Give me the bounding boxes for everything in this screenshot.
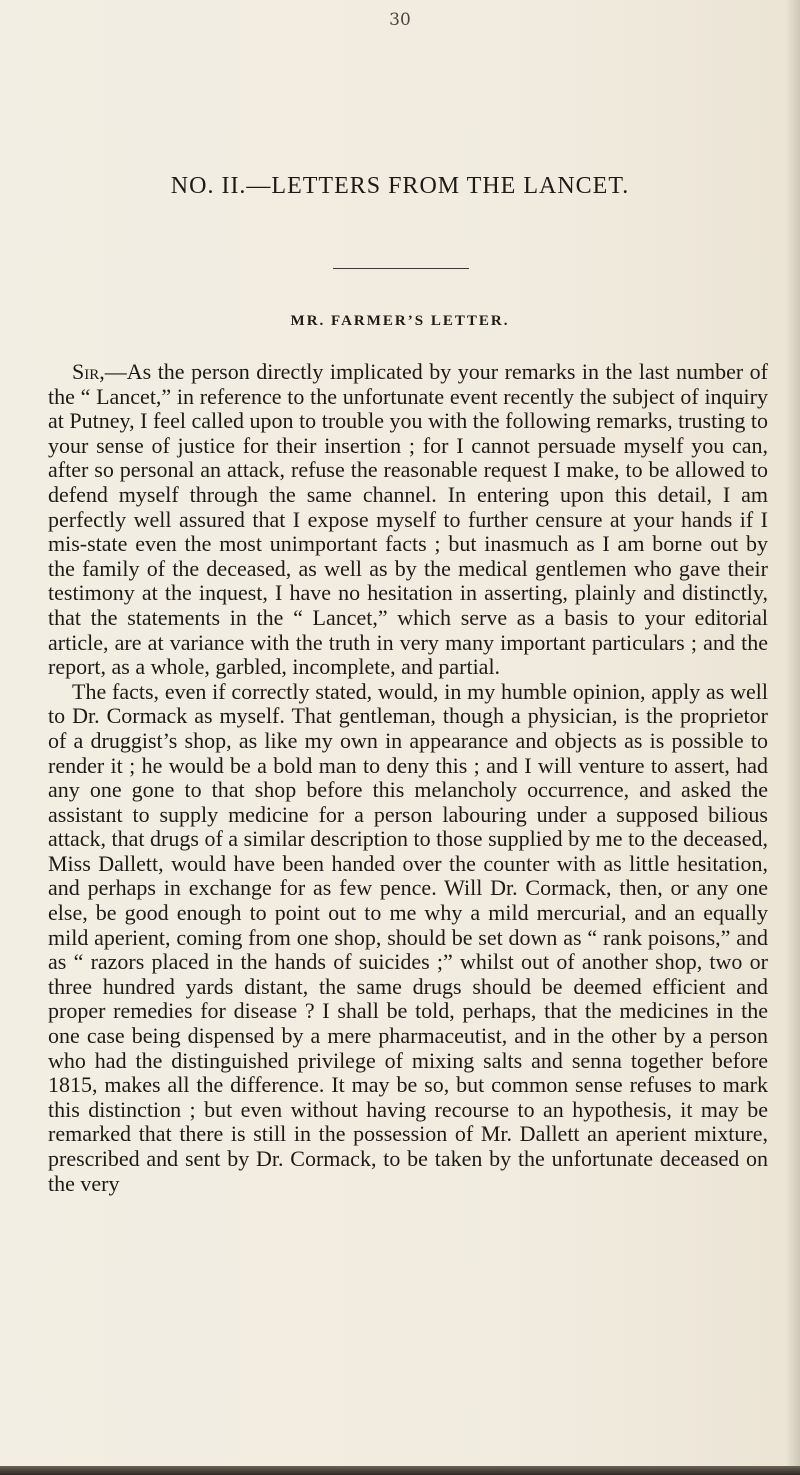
section-heading: NO. II.—LETTERS FROM THE LANCET.	[170, 173, 630, 199]
paragraph-1-text: —As the person directly implicated by your remarks in the last number of the “ Lancet,” in reference to the unfortunate event recently the subject of inquiry at Putney, I feel called upon to trouble you with the following remarks, trusting to your sense of justice for their insertion ; for I cannot persuade myself you can, after so personal an attack, refuse the reasonable request I make, to be allowed to defend myself through the same channel. In entering upon this detail, I am perfectly well assured that I expose myself to further censure at your hands if I mis-state even the most unimportant facts ; but inasmuch as I am borne out by the family of the deceased, as well as by the medical gentlemen who gave their testimony at the inquest, I have no hesitation in asserting, plainly and distinctly, that the statements in the “ Lancet,” which serve as a basis to your editorial article, are at variance with the truth in very many important particulars ; and the report, as a whole, garbled, incomplete, and partial.	[48, 359, 768, 680]
page-number: 30	[389, 10, 411, 30]
salutation: Sir,	[72, 359, 105, 384]
divider-rule	[333, 268, 469, 269]
page-edge-shadow	[786, 0, 800, 1466]
letter-body	[48, 360, 768, 1196]
paragraph-1	[48, 360, 768, 680]
letter-title: MR. FARMER’S LETTER.	[290, 313, 510, 329]
page-bottom-edge	[0, 1466, 800, 1475]
paragraph-2: The facts, even if correctly stated, would, in my humble opinion, apply as well to Dr. Cormack as myself. That gentleman, though a physician, is the proprietor of a druggist’s shop, as like my own in appearance and objects as is possible to render it ; he would be a bold man to deny this ; and I will venture to assert, had any one gone to that shop before this melancholy occurrence, and asked the assistant to supply medicine for a person labouring under a supposed bilious attack, that drugs of a similar description to those supplied by me to the deceased, Miss Dallett, would have been handed over the counter with as little hesitation, and perhaps in exchange for as few pence. Will Dr. Cormack, then, or any one else, be good enough to point out to me why a mild mercurial, and an equally mild aperient, coming from one shop, should be set down as “ rank poisons,” and as “ razors placed in the hands of suicides ;” whilst out of another shop, two or three hundred yards distant, the same drugs should be deemed efficient and proper remedies for disease ? I shall be told, perhaps, that the medicines in the one case being dispensed by a mere pharmaceutist, and in the other by a person who had the distinguished privilege of mixing salts and senna together before 1815, makes all the difference. It may be so, but common sense refuses to mark this distinction ; but even without having recourse to an hypothesis, it may be remarked that there is still in the possession of Mr. Dallett an aperient mixture, prescribed and sent by Dr. Cormack, to be taken by the unfortunate deceased on the very	[48, 678, 768, 1196]
